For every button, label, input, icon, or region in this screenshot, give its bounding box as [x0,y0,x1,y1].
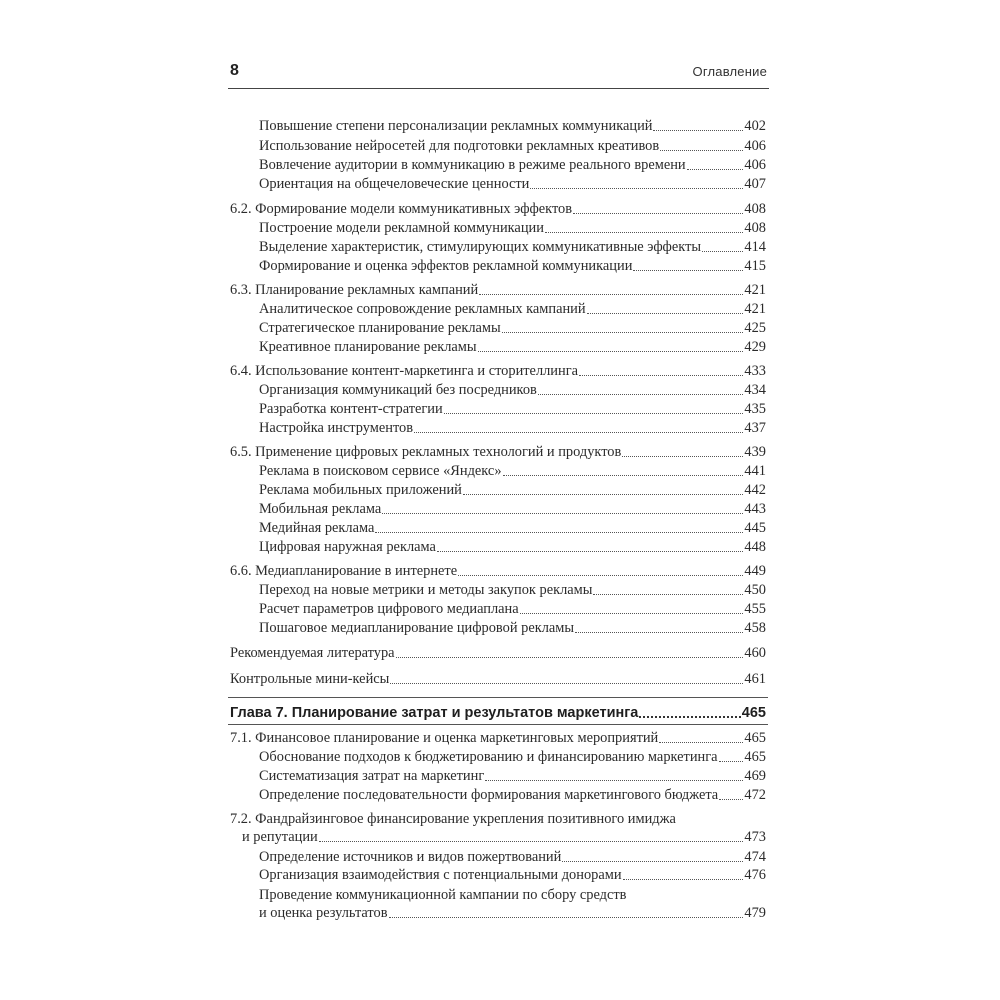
toc-entry: Креативное планирование рекламы 429 [259,339,766,355]
toc-entry: Организация взаимодействия с потенциальными донорами 476 [259,867,766,883]
toc-section: 7.1. Финансовое планирование и оценка маркетинговых мероприятий 465 [230,730,766,746]
toc-section: 6.2. Формирование модели коммуникативных эффектов 408 [230,201,766,217]
toc-entry: и оценка результатов 479 [259,905,766,921]
toc-entry: Аналитическое сопровождение рекламных кампаний 421 [259,301,766,317]
toc-entry: Разработка контент-стратегии 435 [259,401,766,417]
toc-entry: Цифровая наружная реклама 448 [259,539,766,555]
toc-entry: Выделение характеристик, стимулирующих коммуникативные эффекты 414 [259,239,766,255]
toc-section: 6.3. Планирование рекламных кампаний 421 [230,282,766,298]
toc-entry: Стратегическое планирование рекламы 425 [259,320,766,336]
toc-section: и репутации 473 [242,829,766,845]
toc-entry: Расчет параметров цифрового медиаплана 455 [259,601,766,617]
page-number: 8 [230,62,239,79]
toc-entry: Обоснование подходов к бюджетированию и финансированию маркетинга 465 [259,749,766,765]
toc-entry: Медийная реклама 445 [259,520,766,536]
toc-entry: Использование нейросетей для подготовки рекламных креативов 406 [259,138,766,154]
toc-entry: Вовлечение аудитории в коммуникацию в режиме реального времени 406 [259,157,766,173]
toc-entry: Систематизация затрат на маркетинг 469 [259,768,766,784]
toc-entry: Настройка инструментов 437 [259,420,766,436]
toc-entry: Переход на новые метрики и методы закупок рекламы 450 [259,582,766,598]
chapter-rule [228,724,768,725]
toc-entry: Реклама мобильных приложений 442 [259,482,766,498]
toc-entry: Построение модели рекламной коммуникации 408 [259,220,766,236]
running-head: Оглавление [692,64,767,79]
toc-entry: Пошаговое медиапланирование цифровой рекламы 458 [259,620,766,636]
toc-entry: Повышение степени персонализации рекламных коммуникаций 402 [259,118,766,134]
chapter-rule [228,697,768,698]
toc-section: 6.5. Применение цифровых рекламных технологий и продуктов 439 [230,444,766,460]
toc-entry: Реклама в поисковом сервисе «Яндекс» 441 [259,463,766,479]
toc-section: 6.6. Медиапланирование в интернете 449 [230,563,766,579]
toc-section: Рекомендуемая литература 460 [230,645,766,661]
toc-chapter: Глава 7. Планирование затрат и результатов маркетинга 465 [230,705,766,721]
toc-entry: Организация коммуникаций без посредников 434 [259,382,766,398]
toc-section: 6.4. Использование контент-маркетинга и сторителлинга 433 [230,363,766,379]
toc-entry: Определение источников и видов пожертвований 474 [259,849,766,865]
toc-entry: Мобильная реклама 443 [259,501,766,517]
toc-entry: Формирование и оценка эффектов рекламной коммуникации 415 [259,258,766,274]
toc-section: Контрольные мини-кейсы 461 [230,671,766,687]
table-of-contents [230,0,766,1000]
toc-section-line1: 7.2. Фандрайзинговое финансирование укрепления позитивного имиджа [230,811,676,827]
toc-entry-line1: Проведение коммуникационной кампании по сбору средств [259,887,627,903]
toc-entry: Определение последовательности формирования маркетингового бюджета 472 [259,787,766,803]
toc-entry: Ориентация на общечеловеческие ценности 407 [259,176,766,192]
